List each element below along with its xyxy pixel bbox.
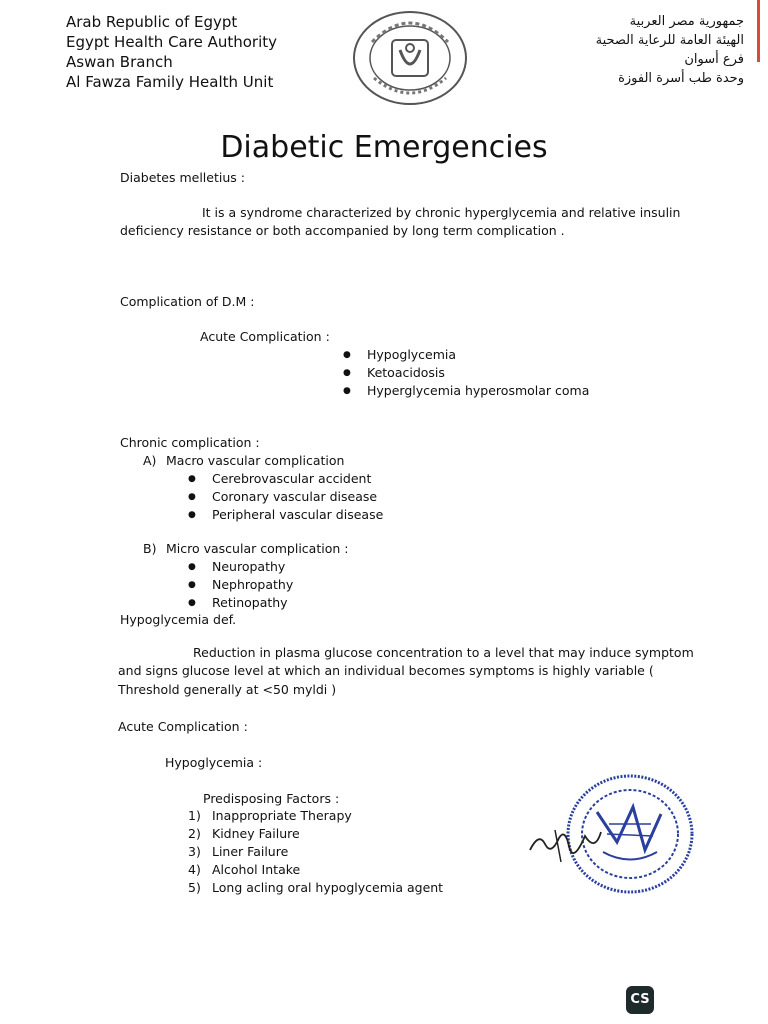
authority-logo (350, 8, 470, 108)
acute-complication-heading-2: Acute Complication : (118, 719, 248, 734)
acute-complication-list (343, 346, 589, 400)
item-text: Liner Failure (212, 844, 289, 859)
complications-heading: Complication of D.M : (120, 294, 255, 309)
header-en-line: Egypt Health Care Authority (66, 33, 277, 51)
list-item (188, 825, 443, 843)
macro-heading: Macro vascular complication (166, 453, 345, 468)
acute-complication-heading: Acute Complication : (200, 329, 330, 344)
hypoglycemia-def-line2: and signs glucose level at which an individual becomes symptoms is highly variable ( (118, 663, 654, 678)
hypoglycemia-def-line3: Threshold generally at <50 myldi ) (118, 682, 337, 697)
hypoglycemia-subheading: Hypoglycemia : (165, 755, 263, 770)
list-item: ● Ketoacidosis (343, 364, 589, 382)
header-ar-line: جمهورية مصر العربية (629, 14, 744, 29)
item-number: 4) (188, 862, 201, 877)
chronic-complication-heading: Chronic complication : (120, 435, 260, 450)
header-ar-line: وحدة طب أسرة الفوزة (618, 71, 744, 86)
list-item: ● Peripheral vascular disease (188, 506, 383, 524)
list-item (188, 879, 443, 897)
item-text: Long acling oral hypoglycemia agent (212, 880, 444, 895)
header-en-line: Al Fawza Family Health Unit (66, 73, 274, 91)
official-stamp (525, 772, 700, 902)
item-text: Alcohol Intake (212, 862, 301, 877)
list-item: ● Hyperglycemia hyperosmolar coma (343, 382, 589, 400)
item-text: Inappropriate Therapy (212, 808, 352, 823)
header-ar-line: الهيئة العامة للرعاية الصحية (595, 33, 744, 48)
page-title: Diabetic Emergencies (220, 130, 548, 165)
list-item (188, 807, 443, 825)
header-en-line: Arab Republic of Egypt (66, 13, 238, 31)
header-arabic (596, 12, 744, 88)
list-item (188, 843, 443, 861)
predisposing-factors-heading: Predisposing Factors : (203, 791, 340, 806)
micro-heading: Micro vascular complication : (166, 541, 349, 556)
item-number: 2) (188, 826, 201, 841)
list-item: ● Cerebrovascular accident (188, 470, 383, 488)
header-ar-line: فرع أسوان (684, 52, 744, 67)
diabetes-definition-line2: deficiency resistance or both accompanied by long term complication . (120, 223, 565, 238)
scanner-badge: CS (626, 986, 654, 1014)
predisposing-factors-list (188, 807, 443, 897)
list-item: ● Hypoglycemia (343, 346, 589, 364)
list-item: ● Neuropathy (188, 558, 293, 576)
item-number: 5) (188, 880, 201, 895)
list-item (188, 861, 443, 879)
list-item: ● Retinopathy (188, 594, 293, 612)
hypoglycemia-def-line1: Reduction in plasma glucose concentration to a level that may induce symptom (193, 645, 694, 660)
header-english (66, 12, 277, 92)
edge-mark (757, 0, 760, 62)
item-number: 3) (188, 844, 201, 859)
item-number: 1) (188, 808, 201, 823)
macro-label: A) (143, 453, 157, 468)
item-text: Kidney Failure (212, 826, 300, 841)
list-item: ● Coronary vascular disease (188, 488, 383, 506)
micro-label: B) (143, 541, 157, 556)
list-item: ● Nephropathy (188, 576, 293, 594)
hypoglycemia-def-heading: Hypoglycemia def. (120, 612, 237, 627)
macro-list (188, 470, 383, 524)
micro-list (188, 558, 293, 612)
diabetes-definition-line1: It is a syndrome characterized by chronic hyperglycemia and relative insulin (202, 205, 681, 220)
diabetes-heading: Diabetes melletius : (120, 170, 245, 185)
header-en-line: Aswan Branch (66, 53, 173, 71)
